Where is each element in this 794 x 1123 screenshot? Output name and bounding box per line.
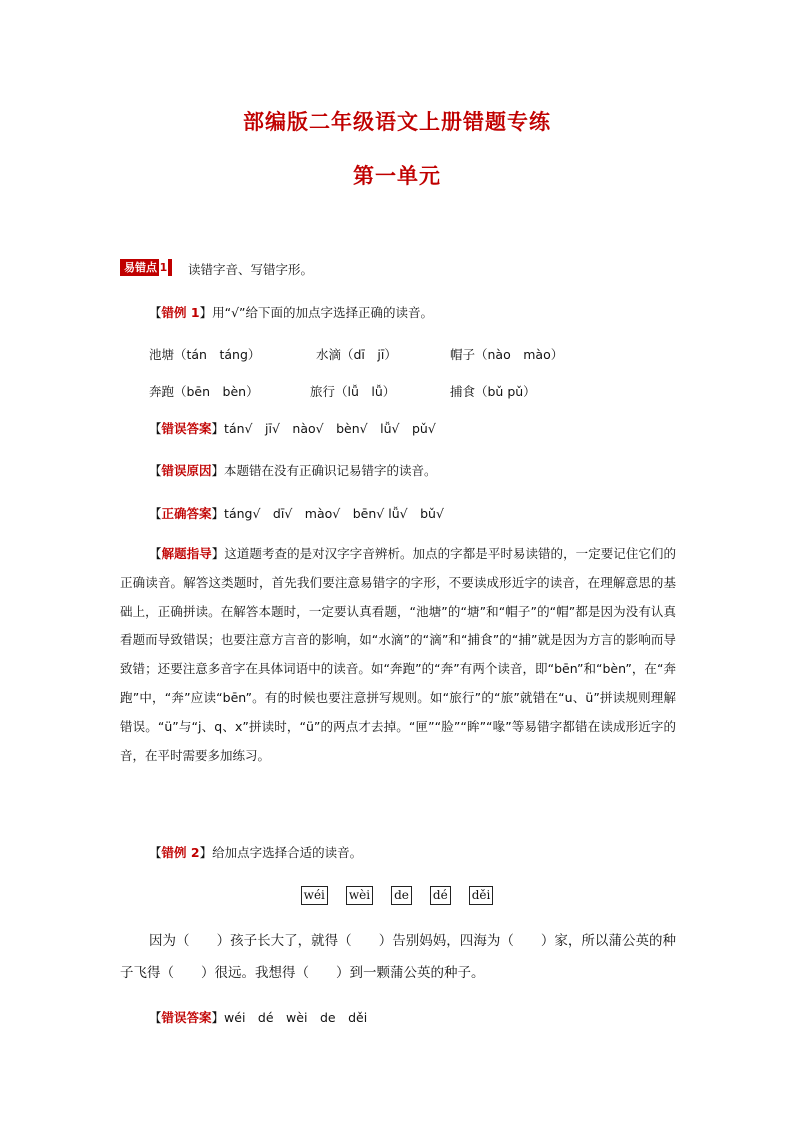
pinyin-option: wéi: [301, 886, 328, 905]
ex1-reason: 【错误原因】本题错在没有正确识记易错字的读音。: [149, 463, 437, 478]
reason-value: 本题错在没有正确识记易错字的读音。: [224, 463, 437, 478]
ex1-correct-answer: 【正确答案】táng√ dī√ mào√ bēn√ lǚ√ bǔ√: [149, 506, 444, 521]
ex1-label: 错例 1: [161, 305, 200, 320]
ex1-guide: 【解题指导】这道题考查的是对汉字字音辨析。加点的字都是平时易读错的，一定要记住它们的正确读音。解答这类题时，首先我们要注意易错字的字形，不要读成形近字的读音，在理解意思的基础上，正确拼读。在解答本题时，一定要认真看题，“池塘”的“塘”和“帽子”的“帽”都是因为没有认真看题而导致错误；也要注意方言音的影响，如“水滴”的“滴”和“捕食”的“捕”就是因为方言的影响而导致错；还要注意多音字在具体词语中的读音。如“奔跑”的“奔”有两个读音，即“bēn”和“bèn”，在“奔跑”中，“奔”应读“bēn”。有的时候也要注意拼写规则。如“旅行”的“旅”就错在“u、ü”拼读规则理解错误。“ü”与“j、q、x”拼读时，“ü”的两点才去掉。“匣”“脸”“眸”“喙”等易错字都错在读成形近字的音，在平时需要多加练习。: [120, 546, 676, 763]
pinyin-option: děi: [469, 886, 494, 905]
ex2-label: 错例 2: [161, 845, 200, 860]
word-item: 帽子（nào mào）: [450, 347, 564, 362]
ex2-wrong-answer: 【错误答案】wéi dé wèi de děi: [149, 1010, 368, 1025]
reason-label: 错误原因: [161, 463, 212, 478]
unit-title: 第一单元: [353, 164, 441, 188]
word-item: 奔跑（bēn bèn）: [149, 384, 259, 399]
pinyin-option: de: [391, 886, 412, 905]
error-point-label: 易错点: [124, 261, 157, 274]
ex2-text: 给加点字选择合适的读音。: [212, 845, 363, 860]
page-title: 部编版二年级语文上册错题专练: [243, 110, 551, 134]
correct-answer-label: 正确答案: [161, 506, 212, 521]
guide-text: 这道题考查的是对汉字字音辨析。加点的字都是平时易读错的，一定要记住它们的正确读音。解答这类题时，首先我们要注意易错字的字形，不要读成形近字的读音，在理解意思的基础上，正确拼读。在解答本题时，一定要认真看题，“池塘”的“塘”和“帽子”的“帽”都是因为没有认真看题而导致错误；也要注意方言音的影响，如“水滴”的“滴”和“捕食”的“捕”就是因为方言的影响而导致错；还要注意多音字在具体词语中的读音。如“奔跑”的“奔”有两个读音，即“bēn”和“bèn”，在“奔跑”中，“奔”应读“bēn”。有的时候也要注意拼写规则。如“旅行”的“旅”就错在“u、ü”拼读规则理解错误。“ü”与“j、q、x”拼读时，“ü”的两点才去掉。“匣”“脸”“眸”“喙”等易错字都错在读成形近字的音，在平时需要多加练习。: [120, 546, 676, 763]
ex1-wrong-answer: 【错误答案】tán√ jī√ nào√ bèn√ lǚ√ pǔ√: [149, 421, 436, 436]
ex2-heading: 【错例 2】给加点字选择合适的读音。: [149, 845, 363, 860]
pinyin-options: [0, 886, 794, 905]
word-item: 水滴（dī jī）: [316, 347, 397, 362]
ex1-heading: 【错例 1】用“√”给下面的加点字选择正确的读音。: [149, 305, 434, 320]
error-point-desc: 读错字音、写错字形。: [188, 262, 314, 277]
error-point-number: 1: [159, 261, 168, 274]
error-point-tag: [120, 259, 172, 276]
wrong-answer-label: 错误答案: [161, 421, 212, 436]
wrong-answer-value: tán√ jī√ nào√ bèn√ lǚ√ pǔ√: [224, 421, 436, 436]
ex2-sentence: 因为（ ）孩子长大了，就得（ ）告别妈妈，四海为（ ）家，所以蒲公英的种子飞得（ ）很远。我想得（ ）到一颗蒲公英的种子。: [120, 933, 676, 981]
pinyin-option: wèi: [346, 886, 373, 905]
wrong-answer-label: 错误答案: [161, 1010, 212, 1025]
word-item: 捕食（bǔ pǔ）: [450, 384, 536, 399]
word-item: 旅行（lǚ lǚ）: [310, 384, 396, 399]
ex1-text: 用“√”给下面的加点字选择正确的读音。: [212, 305, 434, 320]
correct-answer-value: táng√ dī√ mào√ bēn√ lǚ√ bǔ√: [224, 506, 444, 521]
guide-label: 解题指导: [161, 546, 212, 561]
word-item: 池塘（tán táng）: [149, 347, 261, 362]
wrong-answer-value: wéi dé wèi de děi: [224, 1010, 368, 1025]
pinyin-option: dé: [430, 886, 451, 905]
